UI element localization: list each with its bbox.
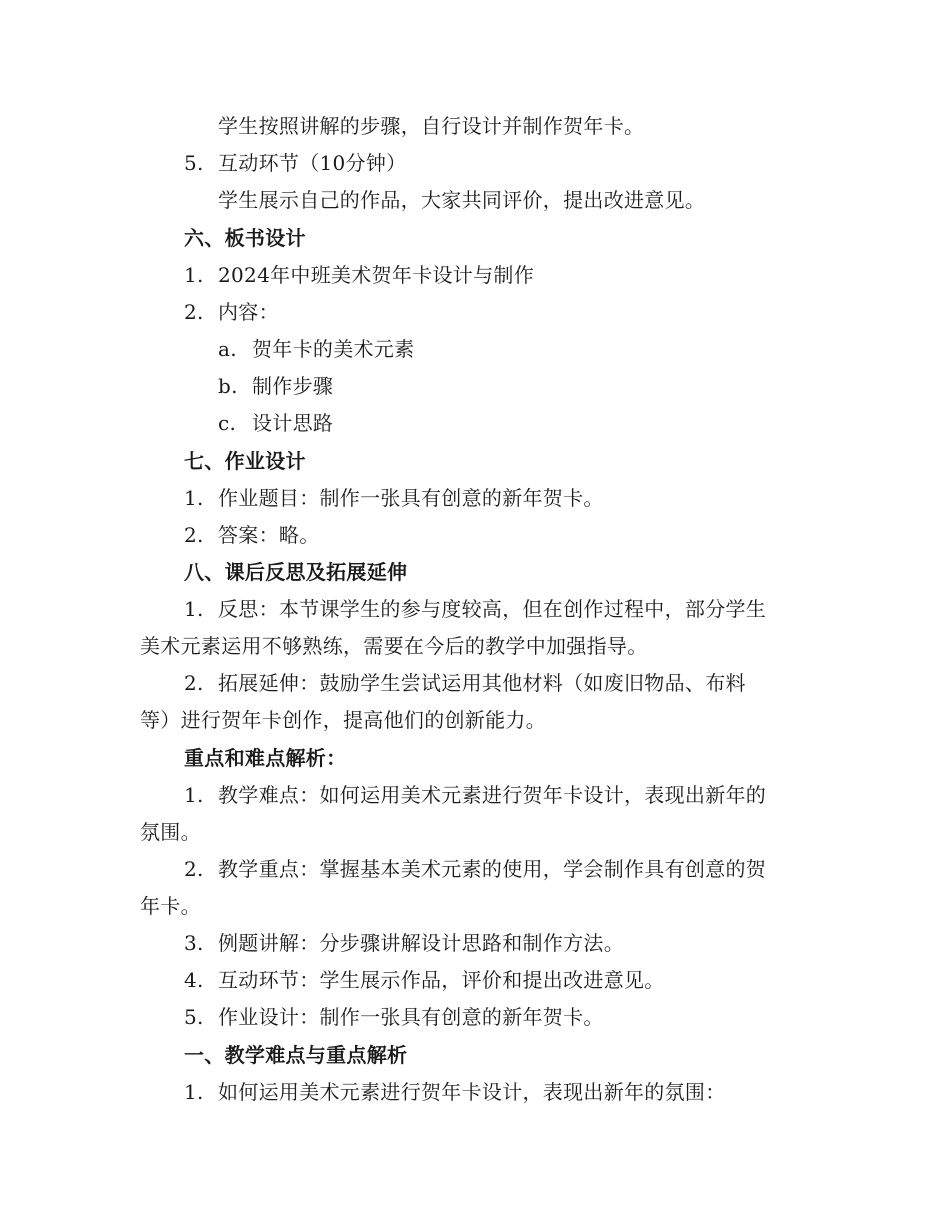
list-item-text: 作业设计：制作一张具有创意的新年贺卡。 <box>218 1005 604 1029</box>
paragraph-line: 氛围。 <box>140 820 201 844</box>
list-number: 2. <box>184 523 204 547</box>
sub-list-item <box>218 374 333 398</box>
list-item-text: 互动环节：学生展示作品，评价和提出改进意见。 <box>218 968 665 992</box>
list-item-text: 答案：略。 <box>218 523 320 547</box>
list-item-text: 作业题目：制作一张具有创意的新年贺卡。 <box>218 486 604 510</box>
paragraph-line: 学生展示自己的作品，大家共同评价，提出改进意见。 <box>218 188 706 212</box>
list-number: 1. <box>184 1080 204 1104</box>
list-item <box>184 486 604 510</box>
list-item <box>184 1080 726 1104</box>
list-number: 2. <box>184 857 204 881</box>
list-number: 1. <box>184 783 204 807</box>
sub-list-item-text: 制作步骤 <box>252 374 334 398</box>
list-number: 2. <box>184 671 204 695</box>
list-item-text: 互动环节（10分钟） <box>218 151 407 175</box>
section-heading: 一、教学难点与重点解析 <box>184 1043 408 1067</box>
list-item <box>184 263 534 287</box>
list-number: 2. <box>184 300 204 324</box>
list-number: 1. <box>184 597 204 621</box>
paragraph-line: 年卡。 <box>140 894 201 918</box>
sub-list-item <box>218 411 333 435</box>
list-item-text: 教学重点：掌握基本美术元素的使用，学会制作具有创意的贺 <box>218 857 767 881</box>
list-number: 4. <box>184 968 204 992</box>
list-item-text: 拓展延伸：鼓励学生尝试运用其他材料（如废旧物品、布料 <box>218 671 746 695</box>
list-item <box>184 1005 604 1029</box>
section-heading: 重点和难点解析： <box>184 746 347 770</box>
list-item-text: 反思：本节课学生的参与度较高，但在创作过程中，部分学生 <box>218 597 767 621</box>
list-number: 1. <box>184 263 204 287</box>
section-heading: 八、课后反思及拓展延伸 <box>184 560 408 584</box>
list-number: 5. <box>184 151 204 175</box>
section-heading: 六、板书设计 <box>184 226 306 250</box>
sub-list-letter: c. <box>218 411 237 435</box>
list-item <box>184 523 320 547</box>
sub-list-letter: a. <box>218 337 237 361</box>
paragraph-line: 等）进行贺年卡创作，提高他们的创新能力。 <box>140 708 546 732</box>
list-item-text: 如何运用美术元素进行贺年卡设计，表现出新年的氛围： <box>218 1080 726 1104</box>
list-item-text: 例题讲解：分步骤讲解设计思路和制作方法。 <box>218 931 624 955</box>
sub-list-item <box>218 337 414 361</box>
list-item <box>184 857 766 881</box>
list-item-text: 教学难点：如何运用美术元素进行贺年卡设计，表现出新年的 <box>218 783 767 807</box>
list-item-text: 内容： <box>218 300 279 324</box>
list-number: 5. <box>184 1005 204 1029</box>
sub-list-item-text: 贺年卡的美术元素 <box>252 337 415 361</box>
list-item <box>184 151 406 175</box>
list-item <box>184 300 279 324</box>
list-number: 1. <box>184 486 204 510</box>
sub-list-item-text: 设计思路 <box>252 411 334 435</box>
paragraph-line: 美术元素运用不够熟练，需要在今后的教学中加强指导。 <box>140 634 648 658</box>
paragraph-line: 学生按照讲解的步骤，自行设计并制作贺年卡。 <box>218 114 645 138</box>
list-item <box>184 931 624 955</box>
section-heading: 七、作业设计 <box>184 449 306 473</box>
list-item <box>184 671 746 695</box>
list-item-text: 2024年中班美术贺年卡设计与制作 <box>218 263 534 287</box>
list-item <box>184 783 766 807</box>
list-item <box>184 968 665 992</box>
list-number: 3. <box>184 931 204 955</box>
list-item <box>184 597 766 621</box>
sub-list-letter: b. <box>218 374 238 398</box>
